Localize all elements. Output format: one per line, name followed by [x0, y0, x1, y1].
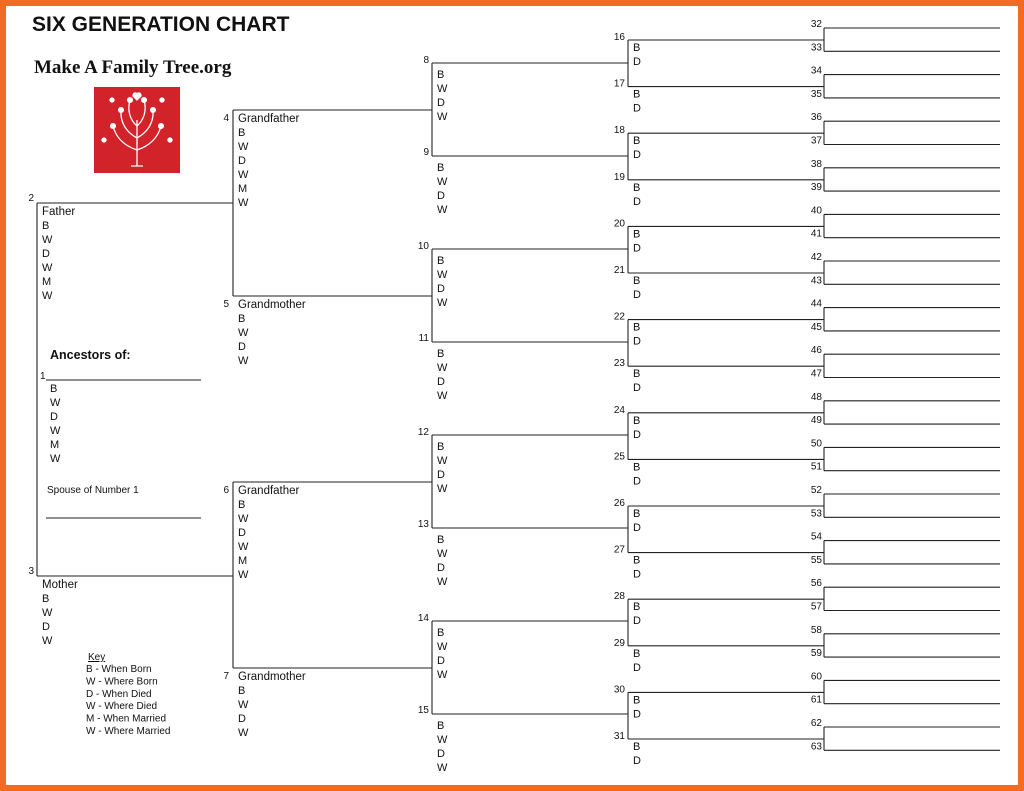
person-9-field: B — [437, 162, 445, 174]
person-52-number: 52 — [810, 485, 822, 496]
person-55-number: 55 — [810, 554, 822, 566]
person-20-field: D — [633, 242, 641, 255]
person-18-field: B — [633, 135, 641, 148]
person-31-number: 31 — [613, 731, 625, 742]
person-12-number: 12 — [417, 427, 429, 438]
person-36-number: 36 — [810, 112, 822, 124]
person-12-field: B — [437, 441, 445, 453]
person-4-field: W — [238, 169, 249, 181]
person-59-number: 59 — [810, 648, 822, 660]
person-4-title: Grandfather — [238, 113, 300, 125]
person-4-field: B — [238, 127, 246, 139]
person-20-number: 20 — [613, 218, 625, 230]
person-6-field: D — [238, 527, 246, 539]
person-33-number: 33 — [810, 42, 822, 54]
person-11-field: W — [437, 362, 448, 374]
person-28-number: 28 — [613, 591, 625, 603]
person-1-field: B — [50, 383, 58, 395]
person-6-field: B — [238, 499, 246, 511]
person-18-number: 18 — [613, 125, 625, 137]
person-31-field: B — [633, 741, 641, 753]
person-14-field: B — [437, 627, 445, 639]
person-58-number: 58 — [810, 624, 822, 636]
person-2-field: D — [42, 248, 50, 260]
person-3-field: W — [42, 635, 53, 647]
person-29-field: B — [633, 647, 641, 660]
person-11-field: D — [437, 376, 445, 388]
person-15-number: 15 — [417, 705, 429, 716]
person-21-field: D — [633, 289, 641, 301]
person-15-field: W — [437, 734, 448, 746]
person-12-field: D — [437, 469, 445, 481]
spouse-label: Spouse of Number 1 — [47, 485, 139, 496]
person-4-field: M — [238, 183, 248, 195]
person-14-field: W — [437, 669, 448, 681]
person-43-number: 43 — [810, 275, 822, 287]
person-2-field: W — [42, 234, 53, 246]
key-item: B - When Born — [86, 664, 152, 675]
person-13-field: W — [437, 576, 448, 588]
person-23-number: 23 — [613, 358, 625, 370]
key-item: D - When Died — [86, 688, 152, 700]
person-6-title: Grandfather — [238, 485, 300, 497]
person-10-field: W — [437, 269, 448, 281]
key-heading: Key — [88, 652, 106, 663]
person-5-field: W — [238, 355, 249, 367]
key-item: M - When Married — [86, 713, 167, 725]
person-9-field: W — [437, 204, 448, 216]
person-8-field: W — [437, 83, 448, 95]
person-17-number: 17 — [613, 78, 625, 90]
person-15-field: W — [437, 762, 448, 774]
person-46-number: 46 — [810, 345, 822, 357]
person-10-field: B — [437, 255, 445, 267]
person-5-field: W — [238, 327, 249, 339]
person-22-field: D — [633, 335, 641, 348]
person-32-number: 32 — [810, 19, 822, 30]
key-item: W - Where Died — [86, 701, 158, 713]
person-62-number: 62 — [810, 718, 822, 729]
person-5-field: D — [238, 341, 246, 353]
person-60-number: 60 — [810, 671, 822, 683]
person-19-number: 19 — [613, 171, 625, 183]
person-27-field: D — [633, 568, 641, 581]
person-1-number: 1 — [40, 371, 46, 382]
person-2-field: B — [42, 220, 50, 232]
person-16-number: 16 — [613, 32, 625, 43]
person-4-field: W — [238, 141, 249, 153]
person-56-number: 56 — [810, 578, 822, 590]
person-3-field: B — [42, 593, 50, 605]
person-8-number: 8 — [423, 55, 429, 66]
person-7-field: W — [238, 727, 249, 739]
person-29-number: 29 — [613, 637, 625, 649]
person-9-field: D — [437, 190, 445, 202]
person-51-number: 51 — [810, 461, 822, 473]
site-name: Make A Family Tree.org — [34, 57, 232, 78]
person-34-number: 34 — [810, 65, 822, 77]
person-12-field: W — [437, 483, 448, 495]
person-54-number: 54 — [810, 531, 822, 543]
person-3-number: 3 — [28, 566, 34, 577]
person-57-number: 57 — [810, 601, 822, 613]
person-13-number: 13 — [417, 519, 429, 530]
person-14-number: 14 — [417, 613, 429, 624]
person-15-field: B — [437, 720, 445, 732]
person-25-number: 25 — [613, 451, 625, 463]
person-11-number: 11 — [418, 333, 429, 344]
person-23-field: D — [633, 382, 641, 395]
person-24-field: D — [633, 428, 641, 441]
person-31-field: D — [633, 755, 641, 767]
person-26-field: B — [633, 508, 641, 520]
person-8-field: B — [437, 69, 445, 81]
person-21-number: 21 — [613, 265, 625, 276]
person-10-field: D — [437, 283, 445, 295]
person-30-field: B — [633, 694, 641, 707]
person-30-field: D — [633, 708, 641, 721]
person-4-field: D — [238, 155, 246, 167]
person-16-field: B — [633, 42, 641, 54]
person-25-field: B — [633, 461, 641, 474]
person-16-field: D — [633, 56, 641, 68]
person-8-field: W — [437, 111, 448, 123]
person-6-field: W — [238, 569, 249, 581]
person-8-field: D — [437, 97, 445, 109]
ancestors-of-label: Ancestors of: — [50, 348, 131, 362]
person-26-number: 26 — [613, 498, 625, 509]
person-6-field: M — [238, 555, 248, 567]
person-21-field: B — [633, 275, 641, 287]
person-1-field: M — [50, 439, 60, 451]
person-38-number: 38 — [810, 158, 822, 170]
person-47-number: 47 — [810, 368, 822, 380]
person-17-field: B — [633, 88, 641, 101]
person-5-field: B — [238, 313, 246, 325]
key-item: W - Where Born — [86, 676, 158, 688]
person-24-number: 24 — [613, 404, 625, 416]
person-1-field: W — [50, 453, 61, 465]
person-13-field: B — [437, 534, 445, 546]
person-53-number: 53 — [810, 508, 822, 520]
person-6-field: W — [238, 541, 249, 553]
person-7-field: W — [238, 699, 249, 711]
person-1-field: D — [50, 411, 58, 423]
person-6-number: 6 — [223, 485, 229, 496]
person-9-field: W — [437, 176, 448, 188]
person-27-field: B — [633, 554, 641, 567]
person-20-field: B — [633, 228, 641, 241]
person-19-field: D — [633, 195, 641, 208]
person-63-number: 63 — [810, 741, 822, 753]
person-7-field: D — [238, 713, 246, 725]
person-7-field: B — [238, 685, 246, 697]
person-14-field: W — [437, 641, 448, 653]
person-18-field: D — [633, 149, 641, 162]
person-6-field: W — [238, 513, 249, 525]
person-4-field: W — [238, 197, 249, 209]
person-9-number: 9 — [423, 147, 429, 158]
person-37-number: 37 — [810, 135, 822, 147]
chart-title: SIX GENERATION CHART — [32, 13, 290, 36]
person-42-number: 42 — [810, 252, 822, 263]
person-24-field: B — [633, 414, 641, 427]
person-7-title: Grandmother — [238, 671, 306, 683]
person-1-field: W — [50, 397, 61, 409]
person-22-field: B — [633, 321, 641, 334]
person-41-number: 41 — [810, 228, 822, 240]
person-4-number: 4 — [223, 113, 229, 124]
person-19-field: B — [633, 181, 641, 194]
person-13-field: D — [437, 562, 445, 574]
person-2-field: W — [42, 262, 53, 274]
person-11-field: W — [437, 390, 448, 402]
person-11-field: B — [437, 348, 445, 360]
person-5-title: Grandmother — [238, 299, 306, 311]
person-15-field: D — [437, 748, 445, 760]
person-30-number: 30 — [613, 684, 625, 696]
person-61-number: 61 — [810, 694, 822, 706]
person-26-field: D — [633, 522, 641, 534]
person-27-number: 27 — [613, 544, 625, 556]
person-50-number: 50 — [810, 438, 822, 450]
person-1-field: W — [50, 425, 61, 437]
person-14-field: D — [437, 655, 445, 667]
person-7-number: 7 — [223, 671, 229, 682]
person-2-field: W — [42, 290, 53, 302]
person-23-field: B — [633, 368, 641, 381]
person-2-number: 2 — [28, 193, 34, 204]
person-12-field: W — [437, 455, 448, 467]
person-5-number: 5 — [223, 299, 229, 310]
person-40-number: 40 — [810, 205, 822, 217]
person-2-title: Father — [42, 206, 76, 218]
person-45-number: 45 — [810, 321, 822, 333]
person-3-field: D — [42, 621, 50, 633]
person-39-number: 39 — [810, 182, 822, 194]
person-10-number: 10 — [417, 241, 429, 252]
person-29-field: D — [633, 661, 641, 674]
logo — [94, 87, 180, 173]
key-item: W - Where Married — [86, 726, 171, 737]
person-17-field: D — [633, 102, 641, 115]
person-44-number: 44 — [810, 298, 822, 310]
person-13-field: W — [437, 548, 448, 560]
person-28-field: D — [633, 615, 641, 628]
person-2-field: M — [42, 276, 52, 288]
person-3-title: Mother — [42, 579, 78, 591]
person-49-number: 49 — [810, 415, 822, 427]
person-25-field: D — [633, 475, 641, 488]
person-22-number: 22 — [613, 311, 625, 323]
person-3-field: W — [42, 607, 53, 619]
person-10-field: W — [437, 297, 448, 309]
person-48-number: 48 — [810, 391, 822, 403]
person-28-field: B — [633, 601, 641, 614]
person-35-number: 35 — [810, 88, 822, 100]
